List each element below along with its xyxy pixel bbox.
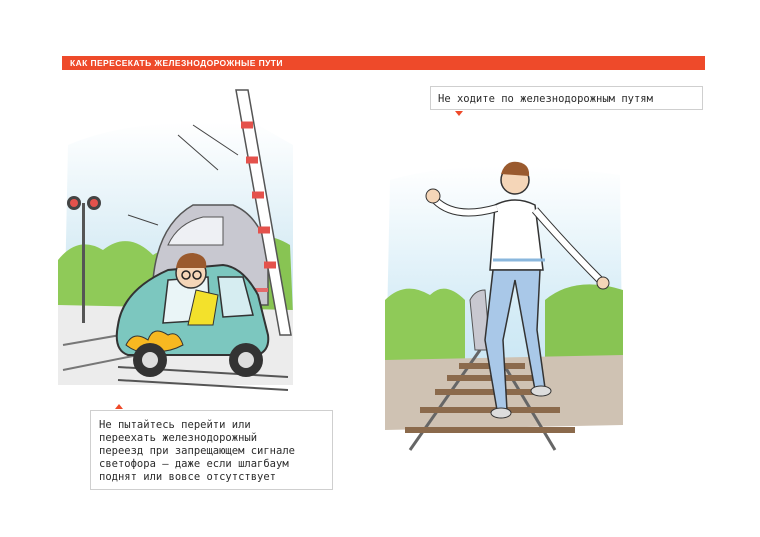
header-title: КАК ПЕРЕСЕКАТЬ ЖЕЛЕЗНОДОРОЖНЫЕ ПУТИ [70, 58, 283, 68]
caption-pointer-bottom [115, 404, 123, 409]
header-bar [62, 56, 705, 70]
man-on-tracks-illustration [385, 150, 630, 455]
caption-line: переезд при запрещающем сигнале [99, 445, 295, 457]
caption-line: светофора – даже если шлагбаум [99, 458, 289, 470]
caption-line: Не пытайтесь перейти или [99, 419, 251, 431]
caption-pointer-top [455, 111, 463, 116]
caption-line: переехать железнодорожный [99, 432, 258, 444]
car-crossing-illustration [58, 85, 298, 400]
caption-dont-walk-on-tracks: Не ходите по железнодорожным путям [430, 86, 703, 110]
caption-line: поднят или вовсе отсутствует [99, 471, 277, 483]
caption-crossing-warning [90, 410, 333, 490]
